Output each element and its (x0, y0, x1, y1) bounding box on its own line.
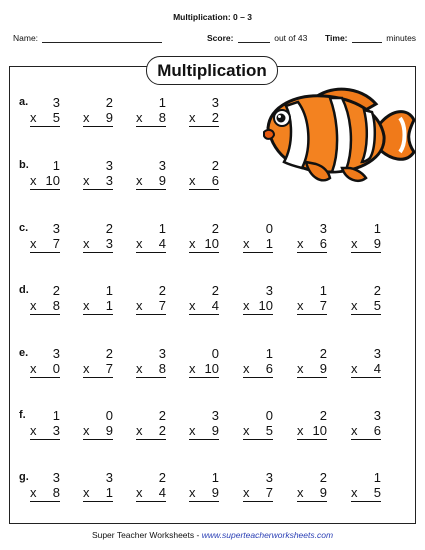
multiply-operator: x (297, 298, 304, 313)
problem-bottom-number: 10 (258, 298, 273, 313)
problem-bottom-number: 6 (373, 423, 381, 438)
multiplication-problem[interactable] (351, 470, 381, 502)
problem-top-number: 1 (158, 221, 166, 236)
multiplication-problem[interactable] (189, 408, 219, 440)
multiply-operator: x (136, 485, 143, 500)
multiplication-problem[interactable] (30, 470, 60, 502)
multiplication-problem[interactable] (83, 221, 113, 253)
problem-bottom-line (189, 423, 219, 440)
problem-top-number: 3 (52, 470, 60, 485)
multiply-operator: x (136, 236, 143, 251)
problem-bottom-number: 9 (158, 173, 166, 188)
problem-bottom-line (243, 298, 273, 315)
multiply-operator: x (297, 485, 304, 500)
problem-bottom-line (351, 236, 381, 253)
problem-bottom-number: 1 (265, 236, 273, 251)
problem-top-number: 2 (105, 346, 113, 361)
problem-top-number: 1 (158, 95, 166, 110)
problem-bottom-number: 9 (211, 485, 219, 500)
multiply-operator: x (136, 110, 143, 125)
problem-bottom-line (297, 485, 327, 502)
clownfish-illustration (250, 78, 418, 188)
problem-bottom-number: 10 (204, 236, 219, 251)
problem-top-number: 1 (52, 408, 60, 423)
problem-bottom-line (30, 110, 60, 127)
problem-bottom-number: 8 (52, 298, 60, 313)
problem-bottom-line (83, 298, 113, 315)
multiplication-problem[interactable] (136, 408, 166, 440)
multiply-operator: x (83, 361, 90, 376)
problem-bottom-line (30, 236, 60, 253)
problem-bottom-line (136, 485, 166, 502)
problem-bottom-line (136, 236, 166, 253)
problem-bottom-line (30, 298, 60, 315)
problem-bottom-line (83, 110, 113, 127)
problem-bottom-line (189, 173, 219, 190)
multiply-operator: x (243, 298, 250, 313)
multiplication-problem[interactable] (243, 470, 273, 502)
problem-bottom-line (30, 485, 60, 502)
multiplication-problem[interactable] (30, 158, 60, 190)
problem-top-number: 1 (211, 470, 219, 485)
multiplication-problem[interactable] (297, 408, 327, 440)
problem-bottom-number: 3 (105, 236, 113, 251)
row-label: c. (19, 222, 29, 234)
problem-top-number: 2 (52, 283, 60, 298)
multiplication-problem[interactable] (136, 283, 166, 315)
problem-bottom-line (189, 485, 219, 502)
problem-top-number: 3 (373, 408, 381, 423)
problem-bottom-number: 9 (211, 423, 219, 438)
multiply-operator: x (351, 423, 358, 438)
multiplication-problem[interactable] (30, 346, 60, 378)
name-line[interactable] (42, 42, 162, 43)
problem-bottom-number: 5 (373, 298, 381, 313)
multiplication-problem[interactable] (83, 346, 113, 378)
score-line[interactable] (238, 42, 270, 43)
multiply-operator: x (30, 485, 37, 500)
footer-url[interactable]: www.superteacherworksheets.com (201, 530, 334, 540)
problem-bottom-line (351, 485, 381, 502)
problem-bottom-line (136, 298, 166, 315)
problem-bottom-number: 9 (105, 423, 113, 438)
problem-bottom-line (243, 236, 273, 253)
problem-bottom-line (297, 361, 327, 378)
problem-bottom-number: 8 (158, 110, 166, 125)
problem-bottom-number: 10 (204, 361, 219, 376)
problem-bottom-line (30, 423, 60, 440)
problem-bottom-line (136, 173, 166, 190)
multiplication-problem[interactable] (297, 221, 327, 253)
problem-bottom-line (136, 423, 166, 440)
problem-bottom-line (83, 423, 113, 440)
multiplication-problem[interactable] (30, 95, 60, 127)
multiply-operator: x (297, 361, 304, 376)
problem-top-number: 0 (265, 408, 273, 423)
multiply-operator: x (351, 485, 358, 500)
worksheet-title: Multiplication (146, 56, 278, 85)
problem-bottom-line (189, 110, 219, 127)
multiply-operator: x (136, 173, 143, 188)
problem-top-number: 2 (158, 408, 166, 423)
problem-bottom-number: 7 (319, 298, 327, 313)
multiply-operator: x (297, 423, 304, 438)
problem-bottom-number: 10 (312, 423, 327, 438)
multiplication-problem[interactable] (297, 283, 327, 315)
multiply-operator: x (243, 361, 250, 376)
problem-bottom-number: 4 (158, 485, 166, 500)
problem-bottom-number: 1 (105, 298, 113, 313)
problem-top-number: 3 (52, 221, 60, 236)
multiply-operator: x (136, 423, 143, 438)
problem-bottom-number: 9 (319, 485, 327, 500)
problem-bottom-number: 7 (265, 485, 273, 500)
multiply-operator: x (243, 236, 250, 251)
problem-bottom-line (243, 423, 273, 440)
name-label: Name: (13, 33, 39, 43)
problem-bottom-number: 5 (373, 485, 381, 500)
multiplication-problem[interactable] (30, 221, 60, 253)
problem-bottom-line (297, 236, 327, 253)
problem-top-number: 2 (373, 283, 381, 298)
problem-bottom-number: 5 (52, 110, 60, 125)
problem-bottom-number: 3 (105, 173, 113, 188)
multiply-operator: x (189, 361, 196, 376)
problem-bottom-number: 4 (158, 236, 166, 251)
problem-bottom-number: 2 (211, 110, 219, 125)
problem-bottom-line (189, 361, 219, 378)
problem-top-number: 2 (319, 470, 327, 485)
problem-bottom-number: 7 (158, 298, 166, 313)
multiply-operator: x (83, 236, 90, 251)
problem-bottom-number: 3 (52, 423, 60, 438)
problem-top-number: 2 (105, 221, 113, 236)
problem-bottom-line (83, 485, 113, 502)
problem-bottom-line (83, 173, 113, 190)
time-suffix: minutes (386, 33, 417, 43)
multiplication-problem[interactable] (189, 283, 219, 315)
multiplication-problem[interactable] (136, 221, 166, 253)
multiply-operator: x (351, 298, 358, 313)
problem-top-number: 2 (319, 346, 327, 361)
time-line[interactable] (352, 42, 382, 43)
multiplication-problem[interactable] (30, 408, 60, 440)
problem-bottom-line (30, 173, 60, 190)
problem-top-number: 2 (211, 158, 219, 173)
problem-bottom-number: 9 (373, 236, 381, 251)
multiply-operator: x (351, 236, 358, 251)
problem-top-number: 1 (265, 346, 273, 361)
problem-top-number: 3 (319, 221, 327, 236)
problem-top-number: 0 (211, 346, 219, 361)
row-label: a. (19, 96, 29, 108)
multiply-operator: x (30, 423, 37, 438)
row-label: b. (19, 159, 29, 171)
multiplication-problem[interactable] (136, 346, 166, 378)
row-label: d. (19, 284, 29, 296)
problem-top-number: 3 (52, 346, 60, 361)
multiplication-problem[interactable] (83, 408, 113, 440)
multiplication-problem[interactable] (83, 470, 113, 502)
multiplication-problem[interactable] (136, 470, 166, 502)
problem-top-number: 1 (52, 158, 60, 173)
problem-top-number: 3 (158, 346, 166, 361)
problem-top-number: 2 (211, 221, 219, 236)
problem-bottom-number: 0 (52, 361, 60, 376)
multiply-operator: x (83, 173, 90, 188)
problem-bottom-line (136, 361, 166, 378)
problem-bottom-line (189, 298, 219, 315)
problem-bottom-line (351, 423, 381, 440)
problem-bottom-number: 10 (45, 173, 60, 188)
multiplication-problem[interactable] (30, 283, 60, 315)
problem-bottom-line (136, 110, 166, 127)
problem-top-number: 2 (211, 283, 219, 298)
multiplication-problem[interactable] (351, 346, 381, 378)
problem-bottom-number: 4 (373, 361, 381, 376)
problem-bottom-number: 7 (105, 361, 113, 376)
multiply-operator: x (30, 361, 37, 376)
row-label: g. (19, 471, 29, 483)
multiplication-problem[interactable] (83, 158, 113, 190)
multiply-operator: x (83, 423, 90, 438)
multiply-operator: x (243, 423, 250, 438)
multiply-operator: x (189, 423, 196, 438)
problem-bottom-line (243, 485, 273, 502)
problem-top-number: 3 (265, 470, 273, 485)
problem-top-number: 1 (105, 283, 113, 298)
row-label: f. (19, 409, 26, 421)
problem-top-number: 2 (158, 283, 166, 298)
problem-bottom-line (30, 361, 60, 378)
problem-bottom-line (83, 361, 113, 378)
problem-top-number: 3 (265, 283, 273, 298)
problem-top-number: 1 (373, 221, 381, 236)
multiplication-problem[interactable] (189, 158, 219, 190)
multiply-operator: x (243, 485, 250, 500)
problem-bottom-line (243, 361, 273, 378)
problem-bottom-line (351, 361, 381, 378)
problem-top-number: 0 (265, 221, 273, 236)
problem-top-number: 3 (52, 95, 60, 110)
multiplication-problem[interactable] (243, 283, 273, 315)
multiply-operator: x (30, 173, 37, 188)
problem-top-number: 2 (319, 408, 327, 423)
multiplication-problem[interactable] (243, 408, 273, 440)
time-label: Time: (325, 33, 348, 43)
problem-bottom-number: 9 (319, 361, 327, 376)
multiply-operator: x (30, 298, 37, 313)
multiplication-problem[interactable] (83, 95, 113, 127)
multiply-operator: x (136, 298, 143, 313)
problem-bottom-line (83, 236, 113, 253)
page-title: Multiplication: 0 – 3 (173, 12, 252, 22)
multiply-operator: x (83, 110, 90, 125)
problem-top-number: 2 (105, 95, 113, 110)
multiplication-problem[interactable] (351, 408, 381, 440)
multiply-operator: x (351, 361, 358, 376)
multiplication-problem[interactable] (136, 95, 166, 127)
problem-bottom-number: 6 (265, 361, 273, 376)
problem-bottom-number: 7 (52, 236, 60, 251)
multiplication-problem[interactable] (297, 346, 327, 378)
problem-top-number: 2 (158, 470, 166, 485)
problem-bottom-number: 1 (105, 485, 113, 500)
problem-top-number: 3 (105, 158, 113, 173)
problem-top-number: 1 (319, 283, 327, 298)
multiply-operator: x (30, 110, 37, 125)
name-field[interactable] (13, 33, 164, 43)
problem-bottom-line (351, 298, 381, 315)
problem-top-number: 3 (211, 95, 219, 110)
problem-top-number: 0 (105, 408, 113, 423)
multiply-operator: x (189, 236, 196, 251)
row-label: e. (19, 347, 29, 359)
problem-bottom-line (189, 236, 219, 253)
problem-bottom-number: 5 (265, 423, 273, 438)
time-field[interactable] (325, 33, 416, 43)
problem-bottom-line (297, 298, 327, 315)
problem-bottom-number: 8 (52, 485, 60, 500)
problem-top-number: 3 (211, 408, 219, 423)
problem-top-number: 3 (105, 470, 113, 485)
multiplication-problem[interactable] (243, 346, 273, 378)
multiplication-problem[interactable] (243, 221, 273, 253)
multiply-operator: x (189, 173, 196, 188)
multiplication-problem[interactable] (189, 95, 219, 127)
multiplication-problem[interactable] (189, 470, 219, 502)
problem-bottom-number: 2 (158, 423, 166, 438)
problem-bottom-number: 6 (211, 173, 219, 188)
multiplication-problem[interactable] (83, 283, 113, 315)
multiply-operator: x (189, 110, 196, 125)
problem-top-number: 3 (158, 158, 166, 173)
multiplication-problem[interactable] (189, 346, 219, 378)
multiplication-problem[interactable] (136, 158, 166, 190)
score-label: Score: (207, 33, 234, 43)
score-field[interactable] (207, 33, 307, 43)
multiply-operator: x (189, 298, 196, 313)
problem-top-number: 1 (373, 470, 381, 485)
multiply-operator: x (83, 485, 90, 500)
footer-text: Super Teacher Worksheets - (91, 530, 202, 540)
multiply-operator: x (297, 236, 304, 251)
multiplication-problem[interactable] (189, 221, 219, 253)
score-suffix: out of 43 (274, 33, 308, 43)
multiplication-problem[interactable] (297, 470, 327, 502)
multiply-operator: x (83, 298, 90, 313)
multiplication-problem[interactable] (351, 283, 381, 315)
problem-bottom-line (297, 423, 327, 440)
multiply-operator: x (30, 236, 37, 251)
multiply-operator: x (189, 485, 196, 500)
multiply-operator: x (136, 361, 143, 376)
problem-bottom-number: 8 (158, 361, 166, 376)
problem-top-number: 3 (373, 346, 381, 361)
problem-bottom-number: 9 (105, 110, 113, 125)
problem-bottom-number: 6 (319, 236, 327, 251)
problem-bottom-number: 4 (211, 298, 219, 313)
footer (0, 530, 425, 540)
multiplication-problem[interactable] (351, 221, 381, 253)
